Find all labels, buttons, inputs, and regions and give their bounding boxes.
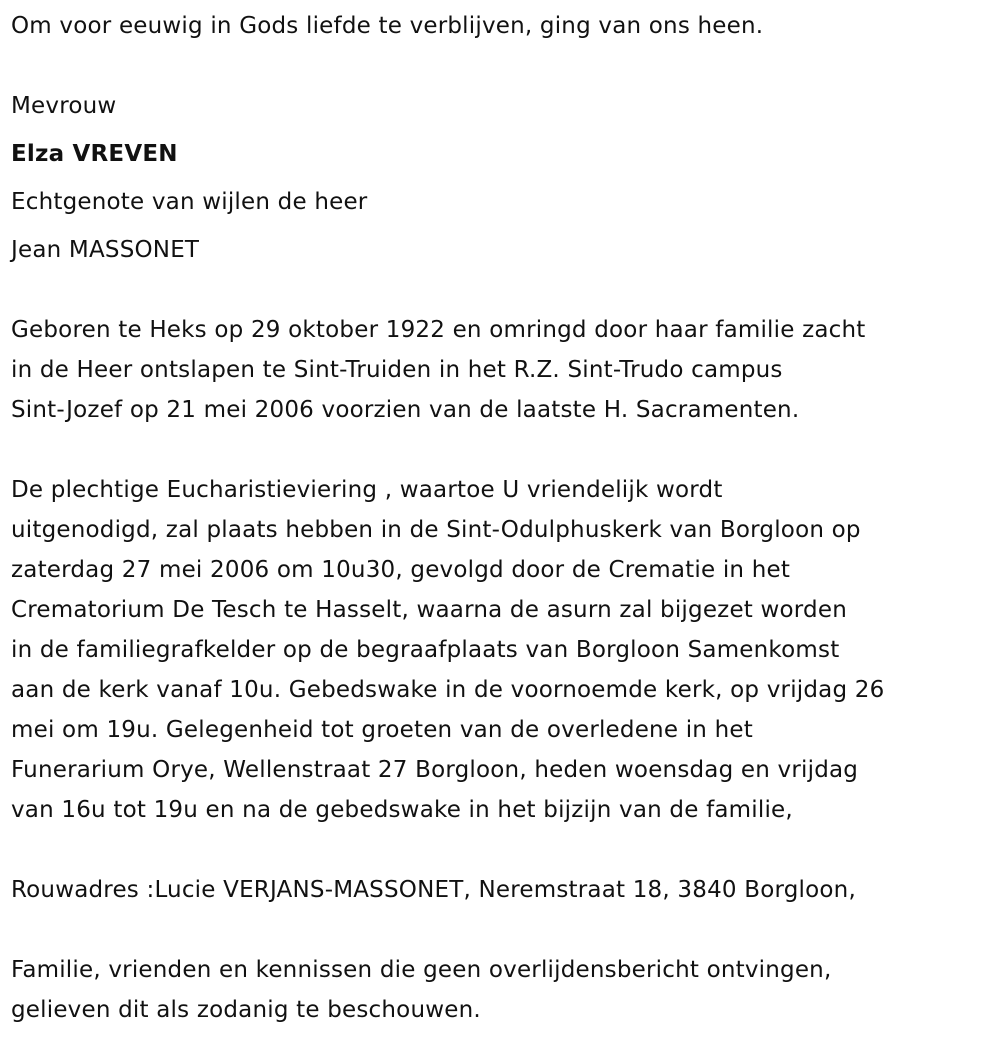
intro-line: Om voor eeuwig in Gods liefde te verblijven, ging van ons heen. — [11, 13, 764, 39]
spouse-name: Jean MASSONET — [11, 237, 200, 263]
birth-line: Geboren te Heks op 29 oktober 1922 en omringd door haar familie zacht — [11, 317, 866, 343]
birth-line: Sint-Jozef op 21 mei 2006 voorzien van de laatste H. Sacramenten. — [11, 397, 800, 423]
ceremony-line: mei om 19u. Gelegenheid tot groeten van de overledene in het — [11, 717, 753, 743]
ceremony-line: Crematorium De Tesch te Hasselt, waarna de asurn zal bijgezet worden — [11, 597, 847, 623]
deceased-name: Elza VREVEN — [11, 141, 178, 167]
spouse-label: Echtgenote van wijlen de heer — [11, 189, 368, 215]
ceremony-line: in de familiegrafkelder op de begraafplaats van Borgloon Samenkomst — [11, 637, 840, 663]
ceremony-line: Funerarium Orye, Wellenstraat 27 Borgloon, heden woensdag en vrijdag — [11, 757, 859, 783]
birth-line: in de Heer ontslapen te Sint-Truiden in het R.Z. Sint-Trudo campus — [11, 357, 783, 383]
address-line: Rouwadres :Lucie VERJANS-MASSONET, Neremstraat 18, 3840 Borgloon, — [11, 877, 856, 903]
ceremony-line: aan de kerk vanaf 10u. Gebedswake in de voornoemde kerk, op vrijdag 26 — [11, 677, 885, 703]
ceremony-line: van 16u tot 19u en na de gebedswake in het bijzijn van de familie, — [11, 797, 793, 823]
closing-line: gelieven dit als zodanig te beschouwen. — [11, 997, 481, 1023]
ceremony-line: zaterdag 27 mei 2006 om 10u30, gevolgd door de Crematie in het — [11, 557, 791, 583]
ceremony-line: De plechtige Eucharistieviering , waartoe U vriendelijk wordt — [11, 477, 723, 503]
salutation: Mevrouw — [11, 93, 117, 119]
closing-line: Familie, vrienden en kennissen die geen overlijdensbericht ontvingen, — [11, 957, 832, 983]
ceremony-line: uitgenodigd, zal plaats hebben in de Sint-Odulphuskerk van Borgloon op — [11, 517, 861, 543]
